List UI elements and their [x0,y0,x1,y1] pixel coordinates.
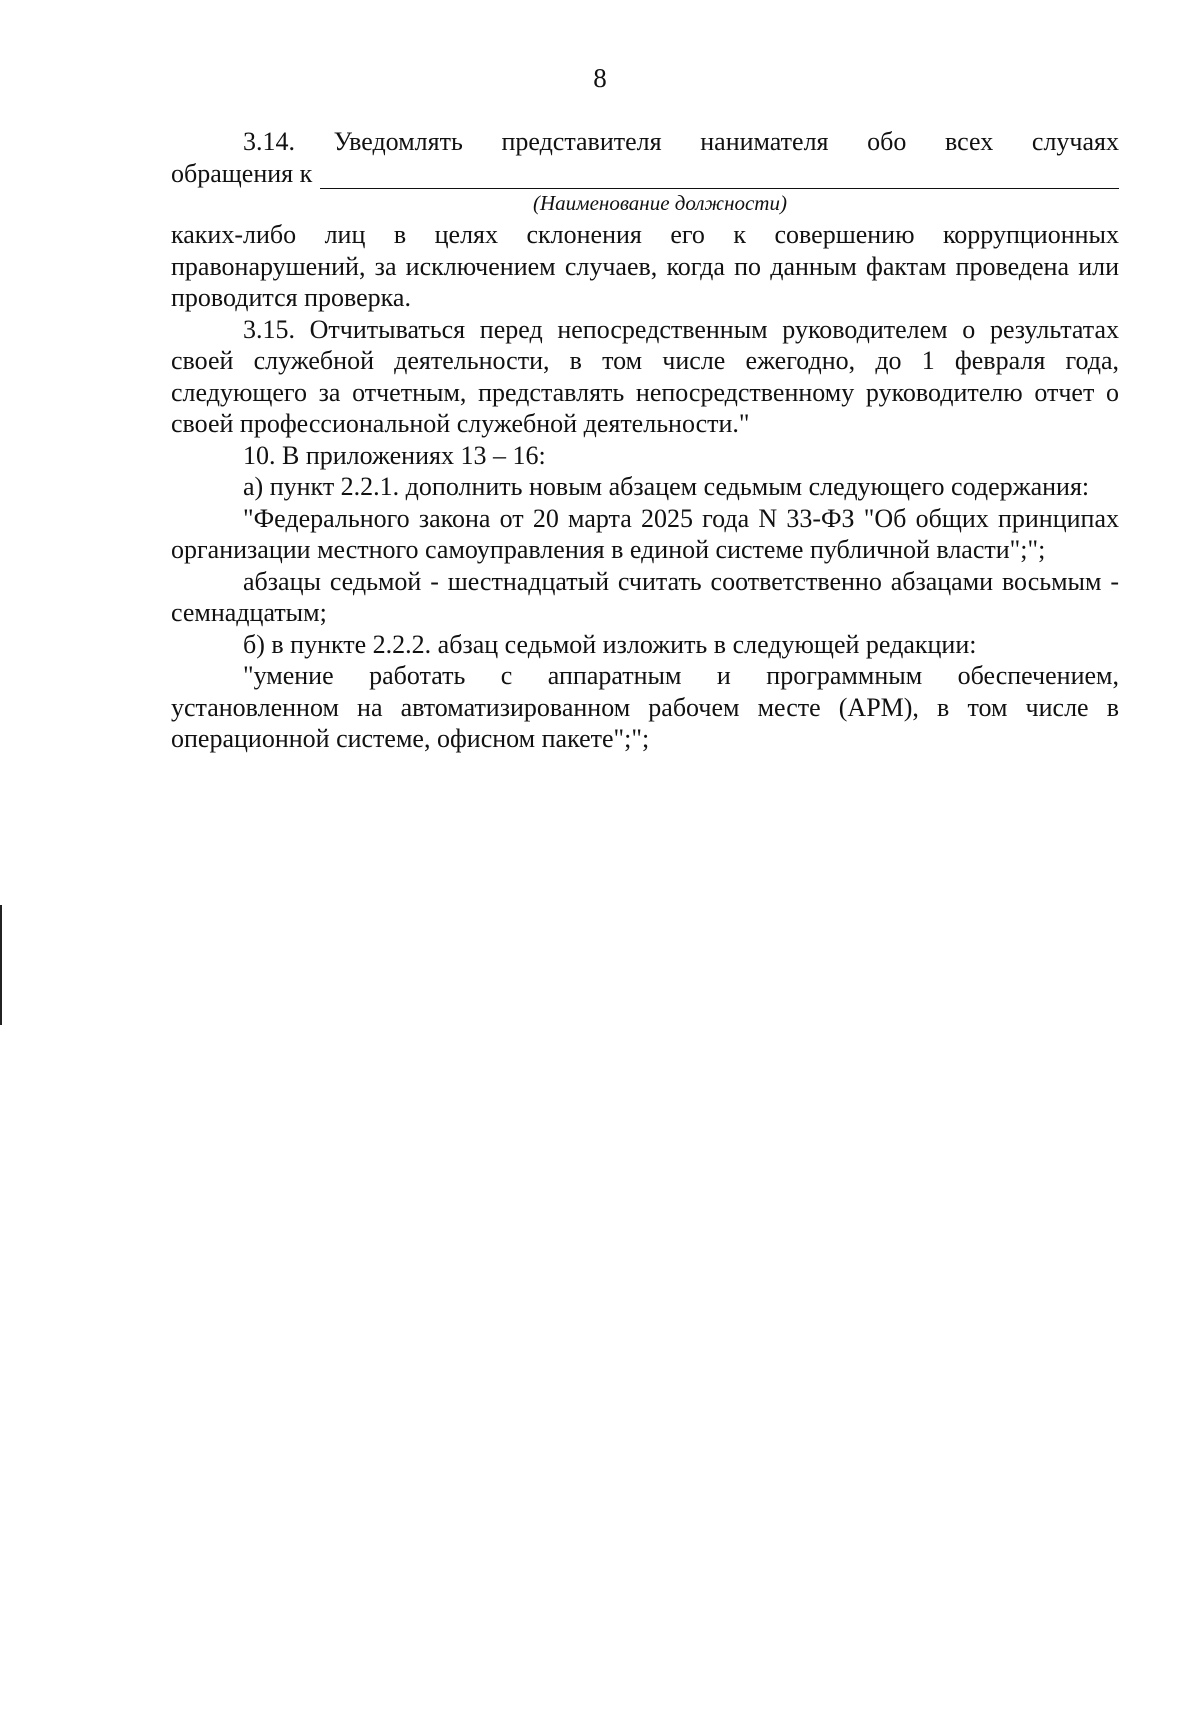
scan-edge-mark [0,905,2,1025]
paragraph-3-14-prefix: обращения к [171,158,313,188]
paragraph-10: 10. В приложениях 13 – 16: [243,440,546,470]
paragraph-3-14-line1: 3.14. Уведомлять представителя нанимателя обо всех случаях [243,127,1119,156]
document-body [171,126,1119,755]
paragraph-federal-law: "Федерального закона от 20 марта 2025 года N 33-ФЗ "Об общих принципах организации местного самоуправления в единой системе публичной власти";"; [171,503,1119,564]
blank-position-line [320,164,1119,189]
paragraph-b: б) в пункте 2.2.2. абзац седьмой изложить в следующей редакции: [243,629,977,659]
paragraph-3-14-rest: каких-либо лиц в целях склонения его к совершению коррупционных правонарушений, за исключением случаев, когда по данным фактам проведена или проводится проверка. [171,220,1119,312]
position-caption: (Наименование должности) [533,191,787,215]
paragraph-a: а) пункт 2.2.1. дополнить новым абзацем седьмым следующего содержания: [243,472,1090,501]
paragraph-renumber: абзацы седьмой - шестнадцатый считать соответственно абзацами восьмым - семнадцатым; [171,566,1119,627]
paragraph-skill: "умение работать с аппаратным и программным обеспечением, установленном на автоматизированном рабочем месте (АРМ), в том числе в операционной системе, офисном пакете";"; [171,661,1119,753]
paragraph-3-14-fill-line [171,158,1119,190]
paragraph-3-15: 3.15. Отчитываться перед непосредственным руководителем о результатах своей служебной деятельности, в том числе ежегодно, до 1 февраля года, следующего за отчетным, представлять непосредственному руководителю отчет о своей профессиональной служебной деятельности." [171,314,1119,438]
page-number: 8 [593,63,607,93]
